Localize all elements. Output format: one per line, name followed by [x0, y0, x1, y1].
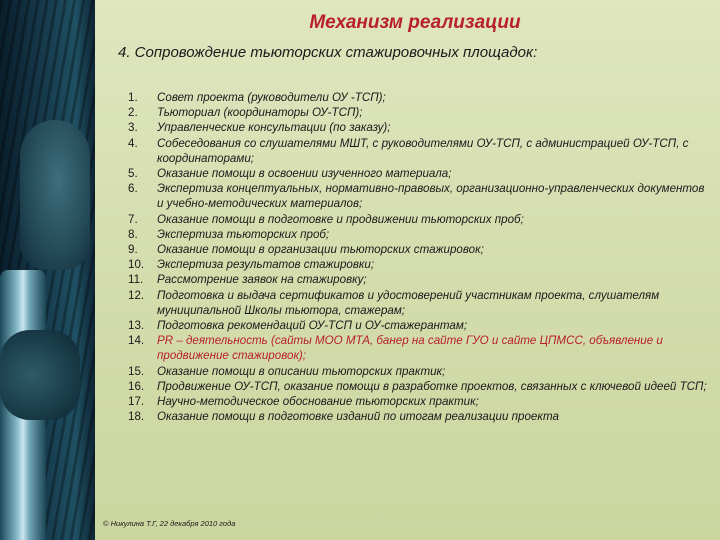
list-item [128, 242, 713, 257]
list-item-text: PR – деятельность (сайты МОО МТА, банер на сайте ГУО и сайте ЦПМСС, объявление и продвижение стажировок); [157, 334, 663, 363]
list-item-text: Экспертиза концептуальных, нормативно-правовых, организационно-управленческих документов и учебно-методических материалов; [157, 182, 705, 211]
list-item-text: Научно-методическое обоснование тьюторских практик; [157, 395, 479, 409]
list-item-text: Экспертиза результатов стажировки; [157, 258, 375, 272]
list-item-text: Тьюториал (координаторы ОУ-ТСП); [157, 106, 363, 120]
list-item-number: 18. [128, 410, 145, 424]
list-item [128, 288, 713, 318]
list-item-text: Оказание помощи в описании тьюторских практик; [157, 364, 446, 378]
photo-face [20, 120, 90, 270]
list-item [128, 166, 713, 181]
list-item-number: 14. [128, 334, 145, 348]
list-item-text: Оказание помощи в подготовке и продвижении тьюторских проб; [157, 212, 524, 226]
list-item [128, 120, 713, 135]
list-item-number: 15. [128, 364, 145, 378]
list-item-number: 11. [128, 273, 144, 287]
list-item [128, 409, 713, 424]
list-item-number: 16. [128, 379, 145, 393]
copyright-footer: © Никулина Т.Г, 22 декабря 2010 года [103, 519, 236, 528]
list-item-text: Совет проекта (руководители ОУ -ТСП); [157, 91, 386, 104]
list-item-text: Рассмотрение заявок на стажировку; [157, 273, 367, 287]
list-item-number: 4. [128, 136, 138, 150]
slide-title: Механизм реализации [309, 12, 521, 33]
list-item [128, 181, 713, 211]
list-item [128, 105, 713, 120]
list-item-number: 1. [128, 91, 138, 104]
list-item [128, 212, 713, 227]
list-item-text: Подготовка и выдача сертификатов и удостоверений участникам проекта, слушателям муниципальной Школы тьютора, стажерам; [157, 288, 660, 317]
list-item-number: 17. [128, 395, 145, 409]
list-item-number: 2. [128, 106, 138, 120]
list-item [128, 318, 713, 333]
list-item-text: Оказание помощи в организации тьюторских стажировок; [157, 243, 484, 257]
list-item [128, 257, 713, 272]
list-item-text: Подготовка рекомендаций ОУ-ТСП и ОУ-стажерантам; [157, 319, 468, 333]
list-item [128, 90, 713, 105]
list-item [128, 379, 713, 394]
list-item-number: 12. [128, 288, 145, 302]
list-item-number: 8. [128, 227, 138, 241]
list-item [128, 136, 713, 166]
list-item-number: 9. [128, 243, 138, 257]
slide-subtitle: 4. Сопровождение тьюторских стажировочных площадок: [118, 44, 538, 61]
list-item [128, 364, 713, 379]
list-item-number: 5. [128, 167, 138, 181]
list-item-text: Собеседования со слушателями МШТ, с руководителями ОУ-ТСП, с администрацией ОУ-ТСП, с координаторами; [157, 136, 689, 165]
list-item-number: 7. [128, 212, 138, 226]
list-item [128, 272, 713, 287]
list-item-text: Управленческие консультации (по заказу); [157, 121, 391, 135]
list-item-number: 13. [128, 319, 145, 333]
list-item [128, 394, 713, 409]
list-item-number: 3. [128, 121, 138, 135]
list-item-text: Оказание помощи в освоении изученного материала; [157, 167, 452, 181]
list-item-text: Экспертиза тьюторских проб; [157, 227, 330, 241]
list-item [128, 227, 713, 242]
girl-with-flashlight-photo [0, 0, 95, 540]
list-item-number: 10. [128, 258, 145, 272]
photo-hand [0, 330, 80, 420]
list-item-text: Продвижение ОУ-ТСП, оказание помощи в разработке проектов, связанных с ключевой идеей ТСП; [157, 379, 707, 393]
list-item [128, 333, 713, 363]
list-item-text: Оказание помощи в подготовке изданий по итогам реализации проекта [157, 410, 559, 424]
list-item-number: 6. [128, 182, 138, 196]
measures-list [128, 90, 713, 424]
